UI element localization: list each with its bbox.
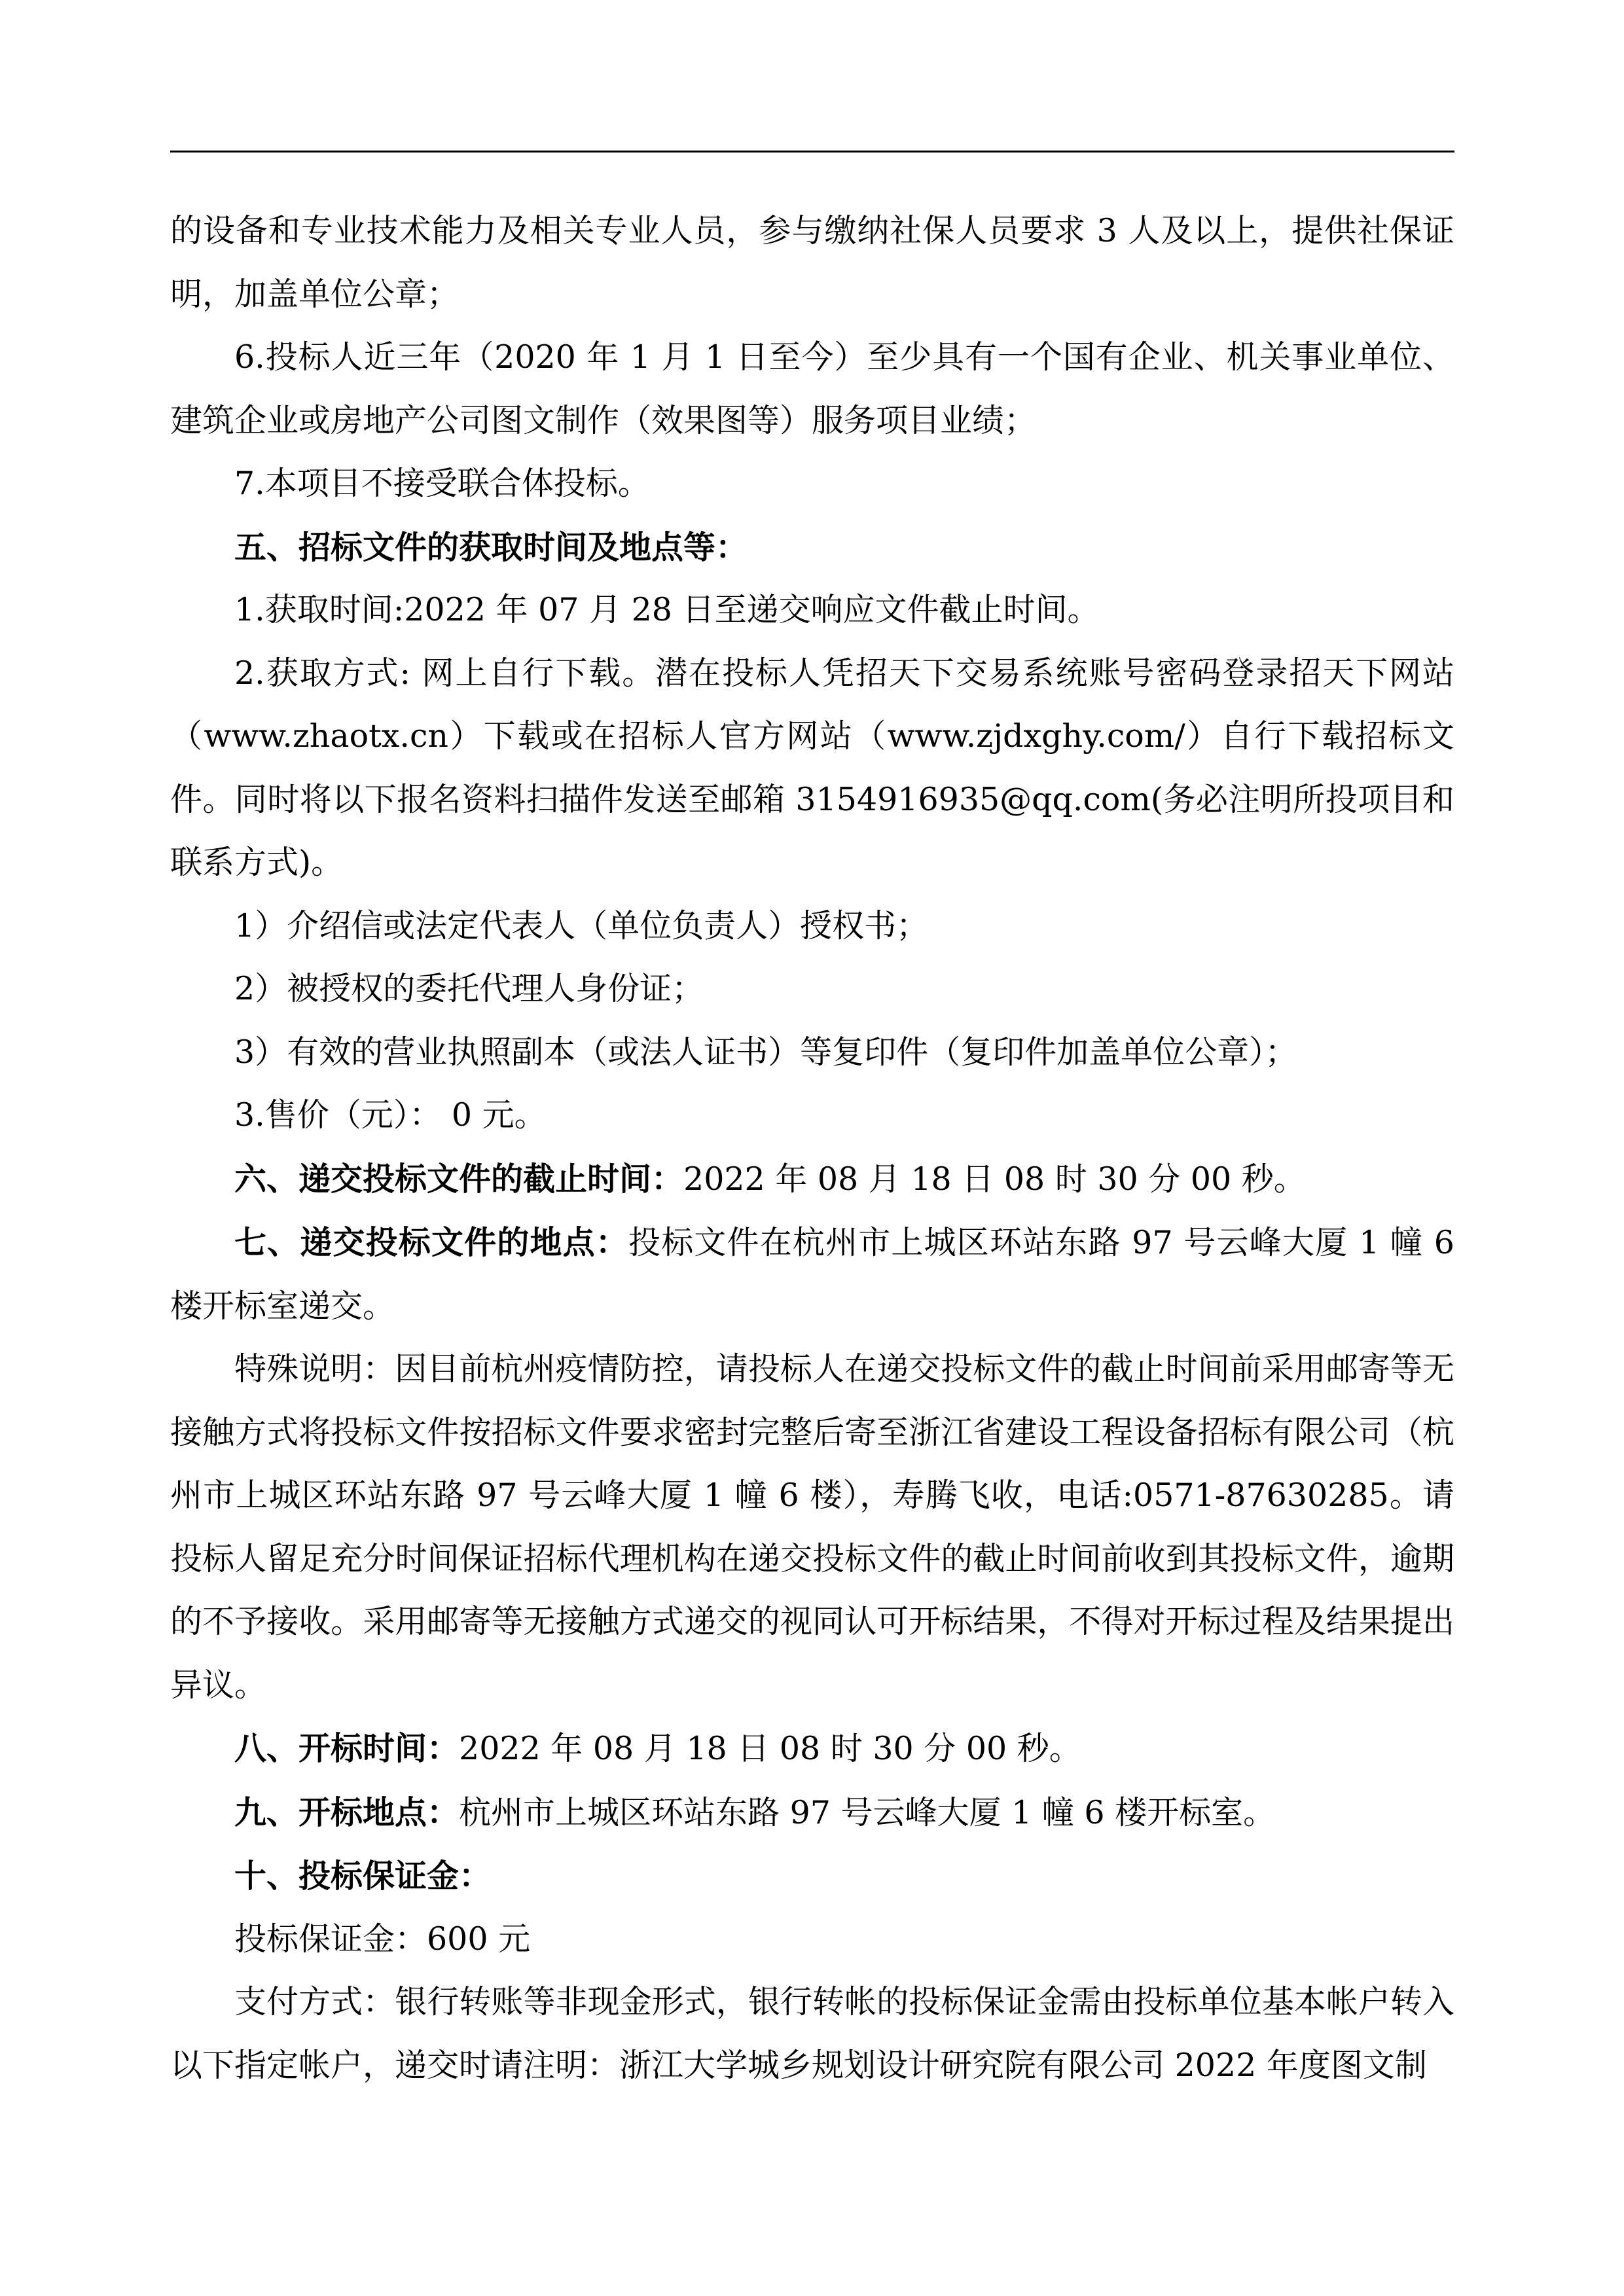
section-label: 九、开标地点：	[234, 1793, 460, 1831]
section-7-location	[170, 1211, 1454, 1338]
list-item-id-card: 2）被授权的委托代理人身份证；	[234, 970, 704, 1007]
section-6-deadline	[170, 1147, 1454, 1211]
paragraph-deposit-amount: 投标保证金：600 元	[234, 1920, 531, 1958]
paragraph-staff-requirement: 的设备和专业技术能力及相关专业人员，参与缴纳社保人员要求 3 人及以上，提供社保证明，加盖单位公章；	[170, 212, 1454, 313]
paragraph-item-7-no-consortium: 7.本项目不接受联合体投标。	[234, 465, 650, 502]
header-rule	[170, 151, 1454, 152]
section-value: 杭州市上城区环站东路 97 号云峰大厦 1 幢 6 楼开标室。	[459, 1793, 1276, 1831]
list-item-authorization: 1）介绍信或法定代表人（单位负责人）授权书；	[234, 906, 929, 944]
section-heading-5: 五、招标文件的获取时间及地点等：	[234, 528, 748, 566]
section-heading-10: 十、投标保证金：	[234, 1857, 492, 1895]
paragraph-special-note: 特殊说明：因目前杭州疫情防控，请投标人在递交投标文件的截止时间前采用邮寄等无接触方式将投标文件按招标文件要求密封完整后寄至浙江省建设工程设备招标有限公司（杭州市上城区环站东路 97 号云峰大厦 1 幢 6 楼），寿腾飞收，电话:0571-87630285。请投标人留足充分时间保证招标代理机构在递交投标文件的截止时间前收到其投标文件，逾期的不予接收。采用邮寄等无接触方式递交的视同认可开标结果，不得对开标过程及结果提出异议。	[170, 1350, 1454, 1704]
section-value: 投标文件在杭州市上城区环站东路 97 号云峰大厦 1 幢 6 楼开标室递交。	[170, 1224, 1454, 1325]
section-label: 七、递交投标文件的地点：	[234, 1223, 629, 1261]
section-8-opening-time	[170, 1717, 1454, 1781]
section-value: 2022 年 08 月 18 日 08 时 30 分 00 秒。	[683, 1160, 1306, 1198]
paragraph-payment-method: 支付方式：银行转账等非现金形式，银行转帐的投标保证金需由投标单位基本帐户转入以下指定帐户，递交时请注明：浙江大学城乡规划设计研究院有限公司 2022 年度图文制	[170, 1983, 1454, 2084]
section-9-opening-location	[170, 1781, 1454, 1845]
section-label: 八、开标时间：	[234, 1729, 460, 1767]
paragraph-price: 3.售价（元）： 0 元。	[234, 1096, 547, 1134]
paragraph-obtain-time: 1.获取时间:2022 年 07 月 28 日至递交响应文件截止时间。	[234, 591, 1100, 628]
document-body	[170, 200, 1454, 2097]
paragraph-item-6-performance: 6.投标人近三年（2020 年 1 月 1 日至今）至少具有一个国有企业、机关事业单位、建筑企业或房地产公司图文制作（效果图等）服务项目业绩；	[170, 338, 1454, 439]
paragraph-obtain-method: 2.获取方式: 网上自行下载。潜在投标人凭招天下交易系统账号密码登录招天下网站（www.zhaotx.cn）下载或在招标人官方网站（www.zjdxghy.com/）自行下载招标文件。同时将以下报名资料扫描件发送至邮箱 3154916935@qq.com(务必注明所投项目和联系方式)。	[170, 654, 1454, 881]
section-value: 2022 年 08 月 18 日 08 时 30 分 00 秒。	[459, 1730, 1081, 1767]
section-label: 六、递交投标文件的截止时间：	[234, 1159, 684, 1198]
list-item-business-license: 3）有效的营业执照副本（或法人证书）等复印件（复印件加盖单位公章）；	[234, 1033, 1297, 1071]
